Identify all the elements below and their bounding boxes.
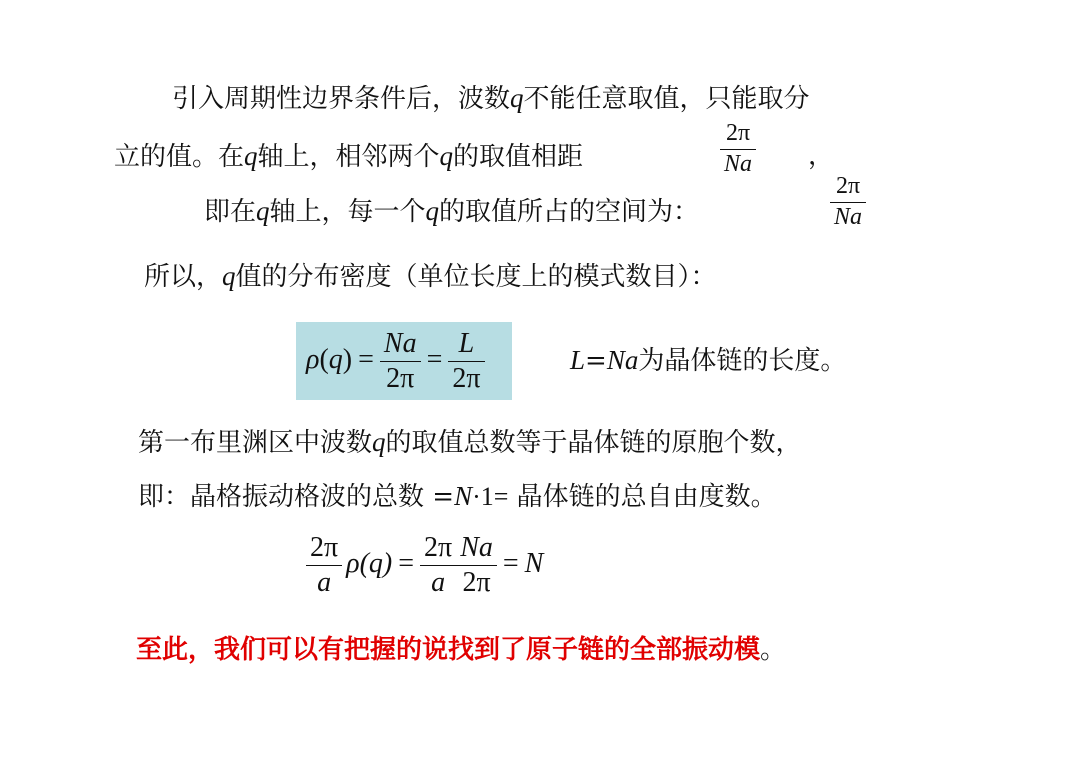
density-formula: ρ(q) = $\frac{Na}{2\pi}$ = $\frac{L}{2\pi}$ (296, 322, 512, 400)
total-modes-formula: $\frac{2\pi}{a}$ ρ(q) = $\frac{2\pi}{a}$ $\frac{Na}{2\pi}$ = N (306, 532, 543, 599)
para1-line2: 立的值。在q轴上，相邻两个q的取值相距 (114, 141, 584, 172)
conclusion: 至此，我们可以有把握的说找到了原子链的全部振动模。 (136, 635, 787, 665)
para1-line3: 即在q轴上，每一个q的取值所占的空间为： (204, 196, 700, 227)
comma: ， (808, 141, 835, 171)
q-symbol: q (222, 261, 236, 291)
q-symbol: q (256, 196, 270, 226)
spacing-fraction: $\frac{2\pi}{Na}$ (720, 120, 756, 178)
para2-line2: 即：晶格振动格波的总数 =N·1= 晶体链的总自由度数。 (138, 481, 777, 512)
para1-line4: 所以，q值的分布密度（单位长度上的模式数目）： (144, 261, 717, 292)
q-symbol: q (372, 427, 386, 457)
q-symbol: q (510, 83, 524, 113)
q-symbol: q (425, 196, 440, 226)
formula1-note: L=Na为晶体链的长度。 (570, 345, 847, 376)
para2-line1: 第一布里渊区中波数q的取值总数等于晶体链的原胞个数， (138, 427, 802, 458)
para1-line1: 引入周期性边界条件后，波数q不能任意取值，只能取分 (172, 83, 810, 114)
q-symbol: q (244, 141, 258, 171)
space-fraction: $\frac{2\pi}{Na}$ (830, 173, 866, 231)
q-symbol: q (439, 141, 454, 171)
